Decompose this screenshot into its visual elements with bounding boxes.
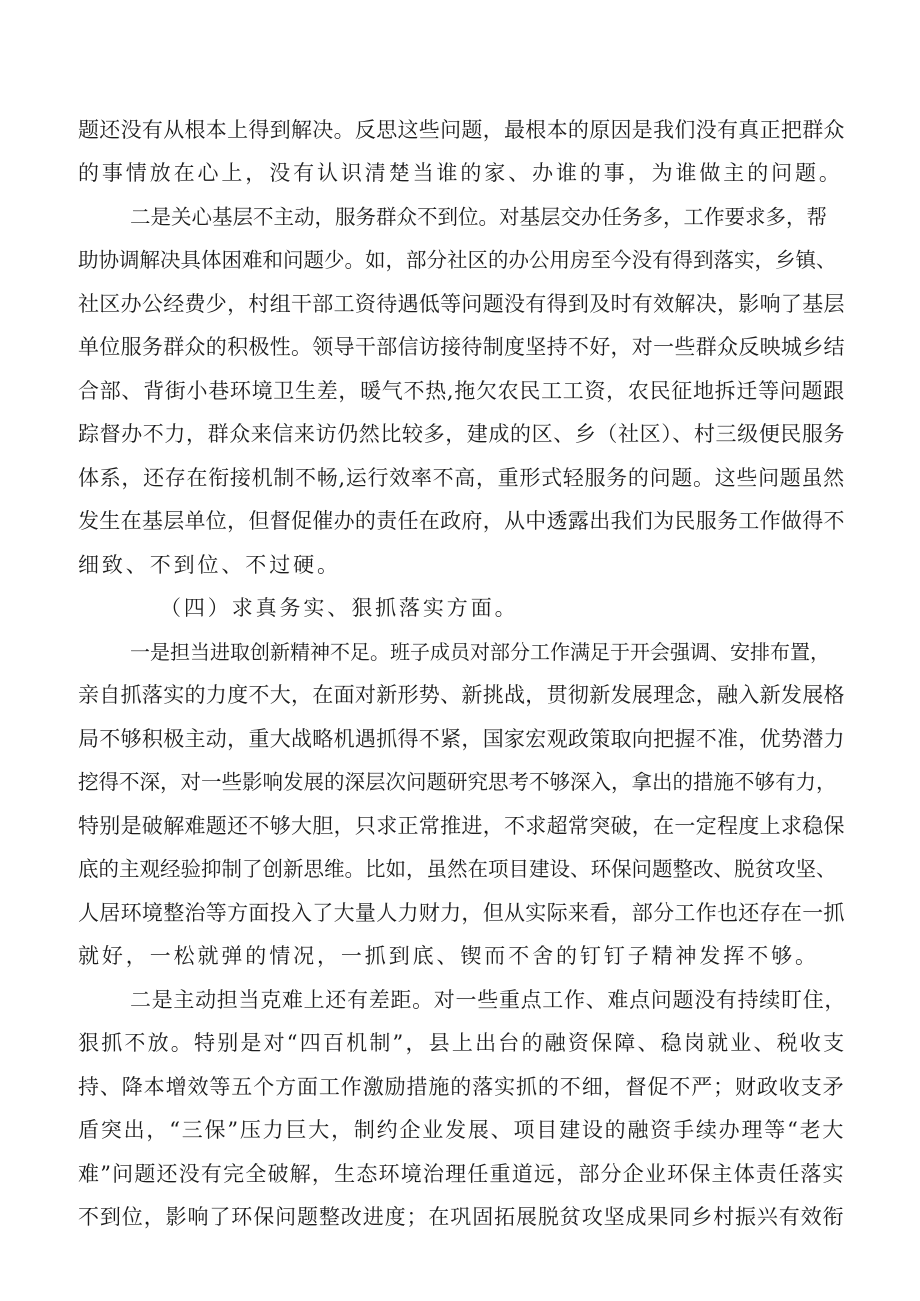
text-line: 踪督办不力，群众来信来访仍然比较多，建成的区、乡（社区）、村三级便民服务 <box>78 422 846 446</box>
text-line: 发生在基层单位，但督促催办的责任在政府，从中透露出我们为民服务工作做得不 <box>78 509 845 533</box>
text-line: 特别是破解难题还不够大胆，只求正常推进，不求超常突破，在一定程度上求稳保 <box>78 814 845 838</box>
text-line: 的事情放在心上，没有认识清楚当谁的家、办谁的事，为谁做主的问题。 <box>78 161 843 185</box>
text-line: 细致、不到位、不过硬。 <box>78 553 341 577</box>
text-line: 人居环境整治等方面投入了大量人力财力，但从实际来看，部分工作也还存在一抓 <box>78 901 845 925</box>
text-line: 合部、背街小巷环境卫生差，暖气不热,拖欠农民工工资，农民征地拆迁等问题跟 <box>78 379 845 403</box>
text-line: 底的主观经验抑制了创新思维。比如，虽然在项目建设、环保问题整改、脱贫攻坚、 <box>78 857 837 881</box>
text-line: 不到位，影响了环保问题整改进度；在巩固拓展脱贫攻坚成果同乡村振兴有效衔 <box>78 1205 845 1229</box>
section-heading: （四）求真务实、狠抓落实方面。 <box>160 596 519 620</box>
paragraph-start-line: 一是担当进取创新精神不足。班子成员对部分工作满足于开会强调、安排布置， <box>130 640 830 664</box>
text-line: 社区办公经费少，村组干部工资待遇低等问题没有得到及时有效解决，影响了基层 <box>78 292 845 316</box>
text-line: 挖得不深，对一些影响发展的深层次问题研究思考不够深入，拿出的措施不够有力， <box>78 770 837 794</box>
text-line: 持、降本增效等五个方面工作激励措施的落实抓的不细，督促不严；财政收支矛 <box>78 1075 845 1099</box>
text-line: 狠抓不放。特别是对“四百机制”，县上出台的融资保障、稳岗就业、税收支 <box>78 1031 847 1055</box>
text-line: 题还没有从根本上得到解决。反思这些问题，最根本的原因是我们没有真正把群众 <box>78 118 845 142</box>
text-line: 难”问题还没有完全破解，生态环境治理任重道远，部分企业环保主体责任落实 <box>78 1162 845 1186</box>
paragraph-start-line: 二是关心基层不主动，服务群众不到位。对基层交办任务多，工作要求多，帮 <box>130 205 827 229</box>
text-line: 亲自抓落实的力度不大，在面对新形势、新挑战，贯彻新发展理念，融入新发展格 <box>78 683 845 707</box>
paragraph-start-line: 二是主动担当克难上还有差距。对一些重点工作、难点问题没有持续盯住， <box>130 988 847 1012</box>
text-line: 体系，还存在衔接机制不畅,运行效率不高，重形式轻服务的问题。这些问题虽然 <box>78 466 845 490</box>
text-line: 就好，一松就弹的情况，一抓到底、锲而不舍的钉钉子精神发挥不够。 <box>78 944 819 968</box>
text-line: 助协调解决具体困难和问题少。如，部分社区的办公用房至今没有得到落实，乡镇、 <box>78 248 837 272</box>
text-line: 盾突出，“三保”压力巨大，制约企业发展、项目建设的融资手续办理等“老大 <box>78 1118 846 1142</box>
text-line: 局不够积极主动，重大战略机遇抓得不紧，国家宏观政策取向把握不准，优势潜力 <box>78 727 845 751</box>
text-line: 单位服务群众的积极性。领导干部信访接待制度坚持不好，对一些群众反映城乡结 <box>78 335 845 359</box>
